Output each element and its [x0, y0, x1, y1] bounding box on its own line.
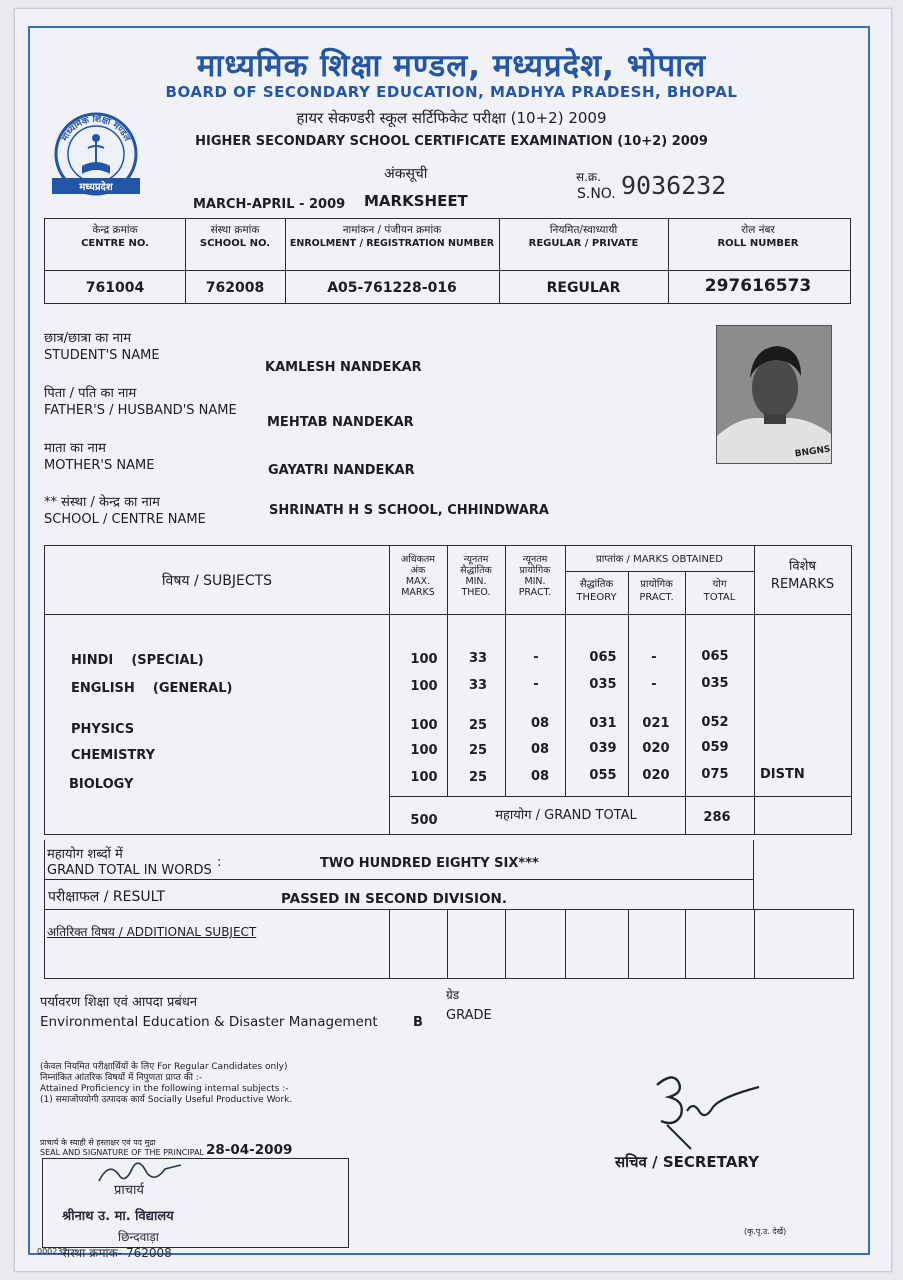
grand-total-value: 286: [703, 810, 731, 825]
row-divider: [389, 796, 851, 797]
issue-date: 28-04-2009: [206, 1142, 293, 1158]
min-practical-header: न्यूनतम प्रायोगिक MIN. PRACT.: [518, 554, 552, 598]
please-turn-over-note: (कृ.पृ.उ. देखें): [744, 1227, 787, 1236]
min-practical: 08: [530, 742, 550, 757]
stamp-school-name: श्रीनाथ उ. मा. विद्यालय: [62, 1209, 174, 1224]
board-title: BOARD OF SECONDARY EDUCATION, MADHYA PRADESH, BHOPAL: [165, 83, 738, 101]
remarks-header: विशेष REMARKS: [770, 559, 835, 592]
subject-name: ENGLISH (GENERAL): [71, 681, 233, 696]
grand-total-label: महायोग / GRAND TOTAL: [495, 808, 637, 823]
regular-private-value: REGULAR: [546, 280, 621, 296]
practical-header: प्रायोगिक PRACT.: [639, 579, 674, 603]
practical-marks: -: [651, 677, 657, 692]
grade-label: GRADE: [446, 1008, 492, 1023]
mother-name-label: माता का नाम MOTHER'S NAME: [44, 441, 155, 473]
colon: :: [217, 855, 222, 870]
row-divider: [565, 571, 754, 572]
theory-header: सैद्धांतिक THEORY: [576, 579, 617, 603]
roll-number-value: 297616573: [704, 276, 812, 296]
serial-label-hindi: स.क्र.: [576, 170, 601, 184]
school-no-header: संस्था क्रमांक SCHOOL NO.: [199, 224, 271, 249]
emblem-banner-text: मध्यप्रदेश: [79, 182, 113, 193]
max-marks: 100: [410, 718, 438, 733]
row-divider: [45, 270, 850, 271]
min-theory: 33: [468, 651, 488, 666]
max-marks: 100: [410, 770, 438, 785]
serial-number: 9036232: [621, 171, 727, 200]
practical-marks: 020: [642, 741, 670, 756]
enrolment-value: A05-761228-016: [327, 280, 457, 296]
stamp-principal-title: प्राचार्य: [114, 1183, 144, 1198]
subjects-header: विषय / SUBJECTS: [161, 573, 273, 589]
candidate-info-table: [44, 218, 851, 304]
min-theory-header: न्यूनतम सैद्धांतिक MIN. THEO.: [460, 554, 492, 598]
father-name-label: पिता / पति का नाम FATHER'S / HUSBAND'S NAME: [44, 386, 237, 418]
min-theory: 25: [468, 718, 488, 733]
regular-private-header: नियमित/स्वाध्यायी REGULAR / PRIVATE: [528, 224, 639, 249]
environment-label: Environmental Education & Disaster Management: [40, 1014, 378, 1030]
marksheet-title: MARKSHEET: [364, 192, 468, 210]
marksheet-title-hindi: अंकसूची: [384, 166, 428, 182]
stamp-city: छिन्दवाड़ा: [118, 1230, 159, 1244]
column-divider: [685, 571, 686, 834]
practical-marks: 021: [642, 716, 670, 731]
school-no-value: 762008: [205, 280, 265, 296]
enrolment-header: नामांकन / पंजीयन क्रमांक ENROLMENT / REGISTRATION NUMBER: [289, 224, 495, 249]
marks-table: [44, 545, 852, 835]
secretary-label: सचिव / SECRETARY: [615, 1153, 759, 1171]
total-marks: 059: [701, 740, 729, 755]
stamp-institution-code: संस्था क्रमांक- 762008: [62, 1246, 172, 1260]
max-marks-total: 500: [410, 813, 438, 828]
grade-label-hindi: ग्रेड: [446, 988, 460, 1002]
school-name-label: ** संस्था / केन्द्र का नाम SCHOOL / CENTRE NAME: [44, 495, 206, 527]
theory-marks: 031: [589, 716, 617, 731]
photo-shirt-text: BNGNS: [794, 444, 832, 460]
student-name-label: छात्र/छात्रा का नाम STUDENT'S NAME: [44, 331, 160, 363]
theory-marks: 055: [589, 768, 617, 783]
theory-marks: 039: [589, 741, 617, 756]
total-marks: 035: [701, 676, 729, 691]
serial-label: S.NO.: [577, 186, 616, 202]
row-divider: [45, 614, 851, 615]
subject-name: BIOLOGY: [69, 777, 134, 792]
additional-subject-label: अतिरिक्त विषय / ADDITIONAL SUBJECT: [47, 925, 257, 939]
board-emblem-logo: [48, 104, 144, 200]
theory-marks: 065: [589, 650, 617, 665]
result-value: PASSED IN SECOND DIVISION.: [281, 891, 507, 907]
emblem-arc-text: माध्यमिक शिक्षा मण्डल: [60, 114, 132, 144]
principal-signature-label: प्राचार्य के स्याही से हस्ताक्षर एवं पद मुद्रा SEAL AND SIGNATURE OF THE PRINCIPAL: [40, 1138, 204, 1157]
min-practical: 08: [530, 769, 550, 784]
bottom-code: 000232: [37, 1247, 68, 1256]
result-label: परीक्षाफल / RESULT: [48, 889, 166, 905]
environment-label-hindi: पर्यावरण शिक्षा एवं आपदा प्रबंधन: [40, 995, 198, 1010]
exam-session: MARCH-APRIL - 2009: [193, 197, 346, 212]
max-marks-header: अधिकतम अंक MAX. MARKS: [401, 554, 435, 598]
total-marks: 052: [701, 715, 729, 730]
max-marks: 100: [410, 679, 438, 694]
board-title-hindi: माध्यमिक शिक्षा मण्डल, मध्यप्रदेश, भोपाल: [196, 48, 707, 84]
regular-candidates-note: (केवल नियमित परीक्षार्थियों के लिए For Regular Candidates only) निम्नांकित आंतरिक विषयों में निपुणता प्राप्त की :- Attained Proficiency in the following internal subjects :- (1) समाजोपयोगी उत्पादक कार्य Socially Useful Productive Work.: [40, 1062, 293, 1105]
centre-no-value: 761004: [85, 280, 145, 296]
total-marks: 075: [701, 767, 729, 782]
student-name: KAMLESH NANDEKAR: [265, 360, 422, 375]
theory-marks: 035: [589, 677, 617, 692]
min-theory: 25: [468, 770, 488, 785]
marks-obtained-header: प्राप्तांक / MARKS OBTAINED: [596, 554, 723, 565]
exam-title-hindi: हायर सेकण्डरी स्कूल सर्टिफिकेट परीक्षा (10+2) 2009: [296, 109, 607, 127]
subject-name: PHYSICS: [71, 722, 135, 737]
subject-name: HINDI (SPECIAL): [71, 653, 204, 668]
min-practical: -: [533, 650, 539, 665]
grand-total-words: TWO HUNDRED EIGHTY SIX***: [320, 856, 539, 871]
principal-stamp-box: [42, 1158, 349, 1248]
exam-title: HIGHER SECONDARY SCHOOL CERTIFICATE EXAMINATION (10+2) 2009: [195, 134, 708, 149]
roll-number-header: रोल नंबर ROLL NUMBER: [717, 224, 799, 249]
min-practical: 08: [530, 716, 550, 731]
total-marks: 065: [701, 649, 729, 664]
min-theory: 33: [468, 678, 488, 693]
min-practical: -: [533, 677, 539, 692]
mother-name: GAYATRI NANDEKAR: [268, 463, 415, 478]
remarks-distinction: DISTN: [760, 767, 805, 782]
total-header: योग TOTAL: [703, 579, 736, 603]
environment-grade-value: B: [413, 1015, 423, 1030]
max-marks: 100: [410, 743, 438, 758]
subject-name: CHEMISTRY: [71, 748, 156, 763]
min-theory: 25: [468, 743, 488, 758]
grand-total-words-label: महायोग शब्दों में GRAND TOTAL IN WORDS: [47, 847, 212, 878]
practical-marks: 020: [642, 768, 670, 783]
father-name: MEHTAB NANDEKAR: [267, 415, 414, 430]
student-photo: [716, 325, 832, 464]
secretary-signature: [647, 1071, 765, 1161]
additional-subject-row: [44, 909, 854, 979]
practical-marks: -: [651, 650, 657, 665]
centre-no-header: केन्द्र क्रमांक CENTRE NO.: [81, 224, 149, 249]
max-marks: 100: [410, 652, 438, 667]
school-name: SHRINATH H S SCHOOL, CHHINDWARA: [269, 503, 549, 518]
